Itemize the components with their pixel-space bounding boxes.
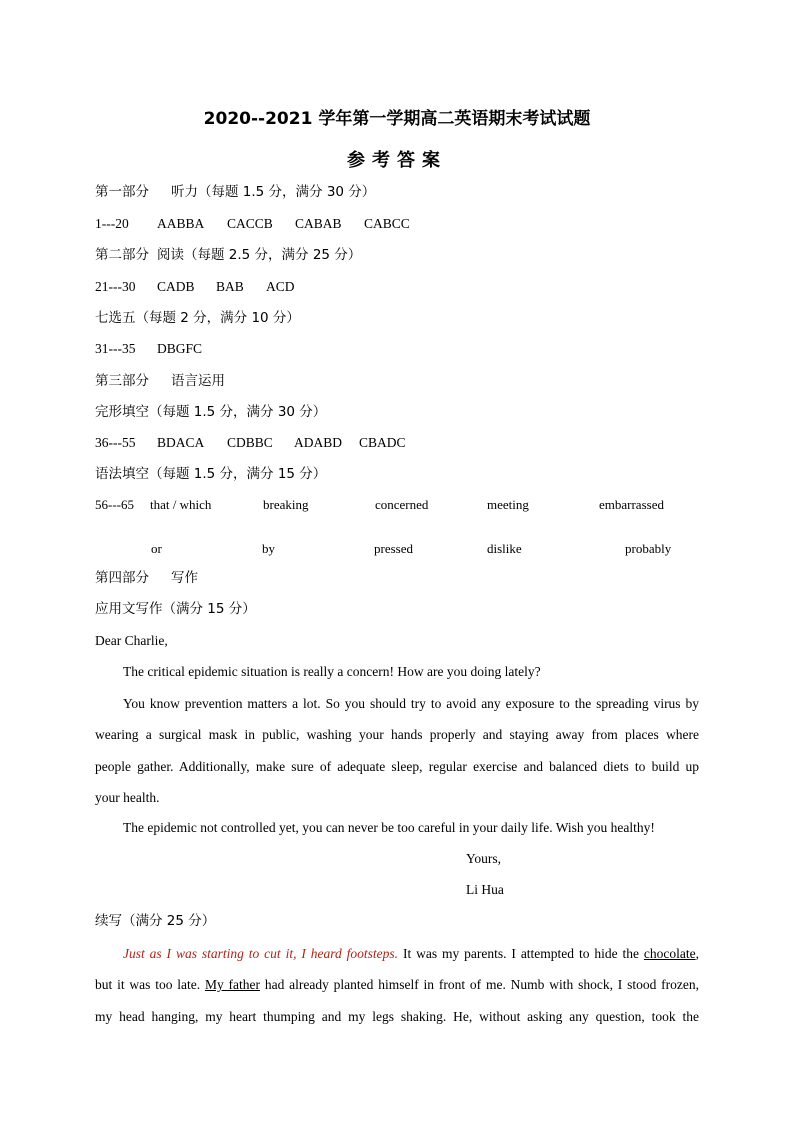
- answer-word: by: [262, 541, 275, 556]
- paragraph-line: wearing a surgical mask in public, washing your hands properly and staying away from places where: [95, 727, 699, 743]
- answer-range: 21---30: [95, 279, 136, 294]
- text-segment: had already planted himself in front of me. Numb with shock, I stood frozen,: [260, 977, 699, 993]
- letter-paragraph-2: [95, 688, 699, 813]
- answer-group: CABCC: [364, 216, 410, 231]
- answer-range: 56---65: [95, 497, 134, 512]
- answer-word: or: [151, 541, 162, 556]
- paragraph-text: The epidemic not controlled yet, you can never be too careful in your daily life. Wish you healthy!: [123, 820, 655, 835]
- answer-group: AABBA: [157, 216, 205, 231]
- part1-label: 第一部分: [95, 184, 149, 200]
- document-title: 2020--2021 学年第一学期高二英语期末考试试题: [203, 109, 591, 129]
- part2-label: 第二部分: [95, 247, 149, 263]
- paragraph-line: my head hanging, my heart thumping and my legs shaking. He, without asking any question, took the: [95, 1008, 699, 1024]
- text-segment: It was my parents. I attempted to hide the: [398, 946, 644, 961]
- answer-word: meeting: [487, 497, 529, 512]
- closing-text: Yours,: [466, 851, 502, 866]
- answer-group: CADB: [157, 279, 195, 294]
- given-sentence: Just as I was starting to cut it, I heard footsteps.: [123, 946, 399, 961]
- answer-range: 1---20: [95, 216, 129, 231]
- answer-word: dislike: [487, 541, 522, 556]
- answer-group: BDACA: [157, 435, 205, 450]
- answer-word: breaking: [263, 497, 309, 512]
- document-subtitle: 参考答案: [347, 150, 447, 171]
- answer-word: concerned: [375, 497, 429, 512]
- paragraph-line: You know prevention matters a lot. So you should try to avoid any exposure to the spreading virus by: [123, 696, 699, 711]
- answer-group: BAB: [216, 279, 244, 294]
- answer-group: DBGFC: [157, 341, 203, 356]
- answer-word: that / which: [150, 497, 212, 512]
- cloze-desc: 完形填空（每题 1.5 分，满分 30 分）: [95, 404, 327, 420]
- part2-desc: 阅读（每题 2.5 分，满分 25 分）: [157, 247, 362, 263]
- seven-five-desc: 七选五（每题 2 分，满分 10 分）: [95, 310, 300, 326]
- letter-desc: 应用文写作（满分 15 分）: [95, 601, 256, 617]
- paragraph-line: [95, 969, 699, 1000]
- underlined-word: My father: [204, 977, 261, 993]
- paragraph-text: The critical epidemic situation is really a concern! How are you doing lately?: [123, 664, 541, 679]
- continuation-desc: 续写（满分 25 分）: [95, 913, 216, 929]
- part3-desc: 语言运用: [171, 373, 225, 389]
- salutation-text: Dear Charlie,: [95, 633, 168, 648]
- answer-group: CABAB: [295, 216, 342, 231]
- answer-group: CBADC: [359, 435, 406, 450]
- answer-group: ACD: [266, 279, 295, 294]
- answer-range: 31---35: [95, 341, 136, 356]
- answer-word: embarrassed: [599, 497, 664, 512]
- answer-group: ADABD: [294, 435, 343, 450]
- continuation-paragraph: [95, 938, 699, 1032]
- text-segment: but it was too late.: [95, 977, 205, 993]
- answer-word: probably: [625, 541, 672, 556]
- underlined-word: chocolate: [643, 946, 696, 961]
- text-segment: ,: [695, 946, 700, 961]
- grammar-desc: 语法填空（每题 1.5 分，满分 15 分）: [95, 466, 327, 482]
- paragraph-line: [95, 938, 699, 969]
- part3-label: 第三部分: [95, 373, 149, 389]
- part1-desc: 听力（每题 1.5 分，满分 30 分）: [171, 184, 376, 200]
- part4-label: 第四部分: [95, 570, 149, 586]
- answer-word: pressed: [374, 541, 413, 556]
- paragraph-line: your health.: [95, 789, 160, 805]
- answer-group: CDBBC: [227, 435, 273, 450]
- part4-desc: 写作: [171, 570, 198, 586]
- answer-group: CACCB: [227, 216, 273, 231]
- signature-text: Li Hua: [466, 882, 504, 897]
- answer-range: 36---55: [95, 435, 136, 450]
- paragraph-line: people gather. Additionally, make sure of adequate sleep, regular exercise and balanced diets to build up: [95, 758, 699, 774]
